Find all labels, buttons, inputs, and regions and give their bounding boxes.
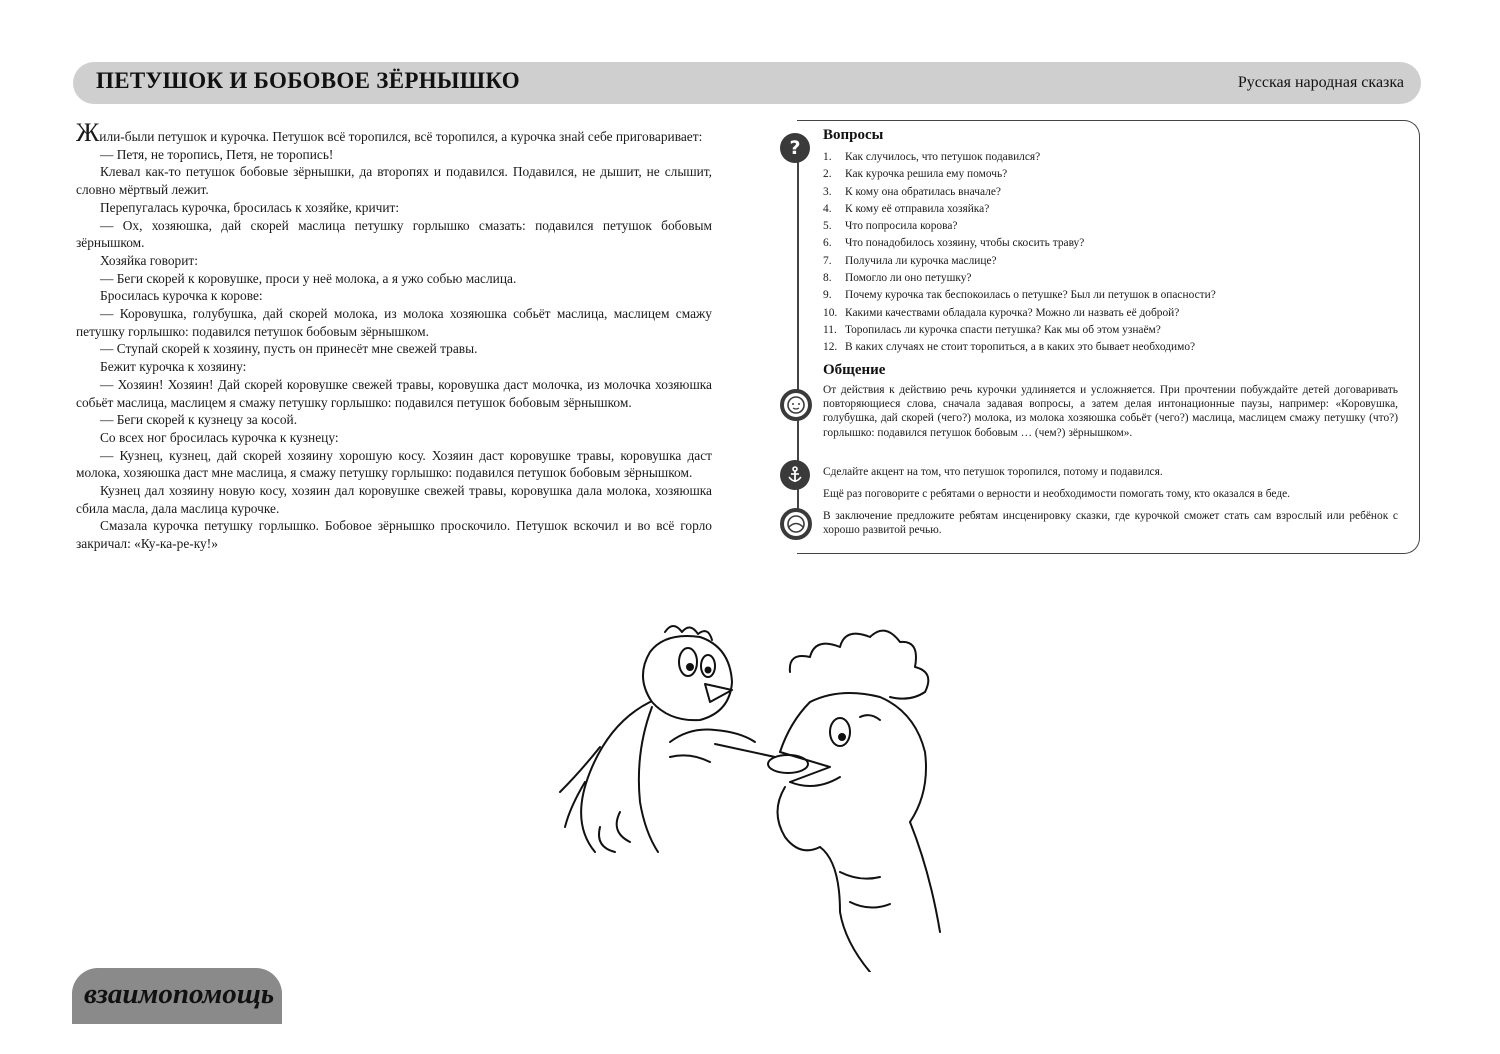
communication-paragraph: Сделайте акцент на том, что петушок торопился, потому и подавился. [823, 466, 1163, 478]
footer-tag-label: взаимопомощь [84, 978, 275, 1010]
list-item: 7. Получила ли курочка маслице? [823, 254, 997, 267]
child-face-icon [780, 389, 812, 421]
list-item: 6. Что понадобилось хозяину, чтобы скосить траву? [823, 237, 1085, 250]
story-paragraph: Перепугалась курочка, бросилась к хозяйке, кричит: [100, 199, 400, 215]
story-paragraph: Жили-были петушок и курочка. Петушок всё торопился, всё торопился, а курочка знай себе приговаривает: [76, 118, 703, 147]
globe-icon [780, 508, 812, 540]
story-paragraph: Кузнец дал хозяину новую косу, хозяин дал коровушке свежей травы, коровушка дала молока, хозяюшка сбила масла, дала маслица курочке. [76, 483, 712, 516]
story-paragraph: — Беги скорей к коровушке, проси у неё молока, а я ужо собью маслица. [100, 270, 517, 286]
page-subtitle: Русская народная сказка [1237, 74, 1404, 91]
list-item: 5. Что попросила корова? [823, 220, 958, 233]
list-item: 10. Какими качествами обладала курочка? Можно ли назвать её доброй? [823, 306, 1180, 319]
story-paragraph: — Кузнец, кузнец, дай скорей хозяину хорошую косу. Хозяин даст коровушке травы, коровушка даст молока, хозяюшка даст мне маслица, я смажу петушку горлышко: подавился петушок бобовым зёрнышком. [76, 447, 712, 481]
communication-paragraph: От действия к действию речь курочки удлиняется и усложняется. При прочтении побуждайте детей договаривать повторяющиеся слова, сначала задавая вопросы, а затем делая интонационные паузы, например: «Коровушка, голубушка, дай скорей (чего?) молока, из молока хозяюшка собьёт (чего?) маслица, маслицем смажу петушку (что?) горлышко: подавился петушок бобовым … (чем?) зёрнышком». [823, 384, 1398, 439]
story-text [76, 118, 712, 553]
list-item: 4. К кому её отправила хозяйка? [823, 202, 990, 215]
list-item: 2. Как курочка решила ему помочь? [823, 168, 1008, 181]
story-paragraph: Клевал как-то петушок бобовые зёрнышки, да второпях и подавился. Подавился, не дышит, не слышит, словно мёртвый лежит. [76, 164, 712, 198]
list-item: 3. К кому она обратилась вначале? [823, 185, 1001, 198]
list-item: 9. Почему курочка так беспокоилась о петушке? Был ли петушок в опасности? [823, 289, 1216, 302]
story-paragraph: — Ох, хозяюшка, дай скорей маслица петушку горлышко смазать: подавился петушок бобовым зёрнышком. [76, 217, 712, 251]
story-paragraph: Хозяйка говорит: [100, 252, 198, 268]
story-paragraph: Смазала курочка петушку горлышко. Бобовое зёрнышко проскочило. Петушок вскочил и во всё горло закричал: «Ку-ка-ре-ку!» [76, 518, 712, 552]
story-paragraph: — Петя, не торопись, Петя, не торопись! [100, 146, 334, 162]
list-item: 8. Помогло ли оно петушку? [823, 272, 972, 285]
questions-list [823, 149, 1383, 357]
questions-heading: Вопросы [823, 127, 884, 143]
list-item: 12. В каких случаях не стоит торопиться, а в каких это бывает необходимо? [823, 341, 1196, 354]
story-paragraph: — Коровушка, голубушка, дай скорей молока, из молока хозяюшка собьёт маслица, маслицем смажу петушку горлышко: подавился петушок бобовым зёрнышком. [76, 306, 712, 339]
story-paragraph: Бросилась курочка к корове: [100, 288, 263, 304]
story-paragraph: — Хозяин! Хозяин! Дай скорей коровушке свежей травы, коровушка даст молочка, из молочка хозяюшка собьёт маслица, маслицем я смажу петушку горлышко: подавился петушок бобовым зёрнышком. [76, 376, 712, 410]
communication-paragraph: Ещё раз поговорите с ребятами о верности и необходимости помогать тому, кто оказался в беде. [823, 488, 1291, 500]
story-paragraph: — Беги скорей к кузнецу за косой. [100, 412, 298, 428]
question-mark-icon: ? [780, 133, 810, 163]
story-paragraph: — Ступай скорей к хозяину, пусть он принесёт мне свежей травы. [100, 341, 478, 357]
page-title: ПЕТУШОК И БОБОВОЕ ЗЁРНЫШКО [96, 68, 520, 93]
list-item: 1. Как случилось, что петушок подавился? [823, 151, 1041, 163]
hen-and-rooster-illustration [540, 612, 960, 972]
story-paragraph: Со всех ног бросилась курочка к кузнецу: [100, 429, 339, 445]
anchor-icon [780, 460, 810, 490]
communication-paragraph: В заключение предложите ребятам инсценировку сказки, где курочкой сможет стать сам взрослый или ребёнок с хорошо развитой речью. [823, 510, 1398, 537]
dropcap: Ж [76, 118, 100, 147]
list-item: 11. Торопилась ли курочка спасти петушка? Как мы об этом узнаём? [823, 323, 1161, 336]
story-paragraph: Бежит курочка к хозяину: [100, 359, 247, 375]
communication-heading: Общение [823, 362, 886, 378]
